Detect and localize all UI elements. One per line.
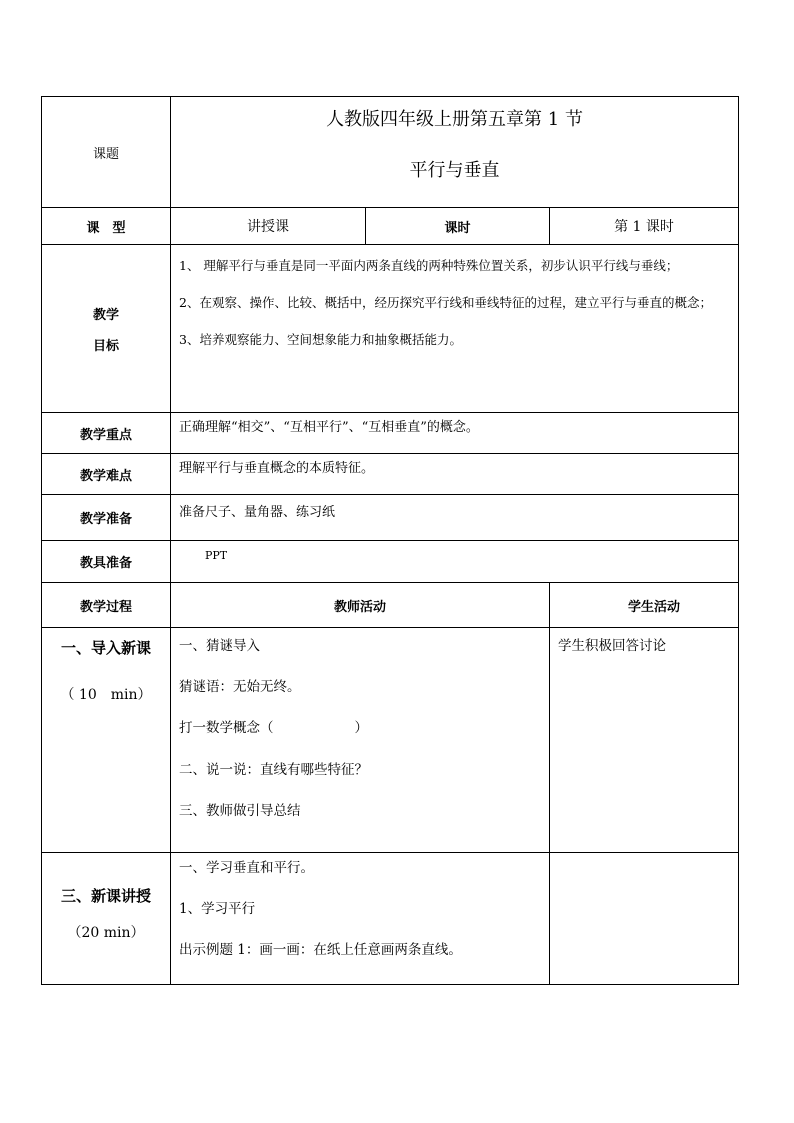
student-activity-text bbox=[550, 853, 738, 865]
section-intro-time: （ 10 min） bbox=[60, 687, 152, 703]
objectives-label-line1: 教学 bbox=[92, 307, 119, 323]
objective-item: 1、 理解平行与垂直是同一平面内两条直线的两种特殊位置关系，初步认识平行线与垂线； bbox=[179, 258, 679, 273]
preparation-value: 准备尺子、量角器、练习纸 bbox=[179, 505, 336, 520]
section-intro-name: 一、导入新课 bbox=[60, 639, 151, 657]
period-label: 课时 bbox=[366, 208, 550, 245]
lesson-subtitle: 平行与垂直 bbox=[409, 160, 500, 181]
teacher-activity-line: 一、猜谜导入 bbox=[179, 638, 260, 654]
process-header-row bbox=[42, 583, 739, 628]
objectives-label-line2: 目标 bbox=[92, 338, 119, 354]
key-point-row bbox=[42, 413, 739, 454]
difficulty-row bbox=[42, 454, 739, 495]
lesson-title: 人教版四年级上册第五章第 1 节 bbox=[326, 109, 583, 130]
student-col-label: 学生活动 bbox=[550, 583, 739, 628]
teacher-activity-line: 打一数学概念（ ） bbox=[179, 720, 368, 737]
student-activity-text: 学生积极回答讨论 bbox=[558, 638, 666, 654]
difficulty-value: 理解平行与垂直概念的本质特征。 bbox=[179, 461, 375, 476]
section-new-lesson-student bbox=[550, 853, 739, 985]
teacher-activity-line: 1、学习平行 bbox=[179, 901, 256, 918]
section-intro-teacher bbox=[171, 628, 550, 853]
section-new-lesson-label bbox=[42, 853, 171, 985]
objectives-label bbox=[42, 245, 171, 413]
section-new-lesson-teacher bbox=[171, 853, 550, 985]
key-point-value: 正确理解“相交”、“互相平行”、“互相垂直”的概念。 bbox=[179, 420, 479, 435]
preparation-cell bbox=[171, 495, 739, 541]
preparation-row bbox=[42, 495, 739, 541]
objectives-row bbox=[42, 245, 739, 413]
section-new-lesson-name: 三、新课讲授 bbox=[60, 887, 151, 905]
objective-item: 2、在观察、操作、比较、概括中，经历探究平行线和垂线特征的过程，建立平行与垂直的概念； bbox=[179, 294, 712, 310]
section-intro-label bbox=[42, 628, 171, 853]
section-new-lesson-row bbox=[42, 853, 739, 985]
teaching-aids-value: PPT bbox=[205, 549, 228, 562]
teacher-activity-line: 猜谜语：无始无终。 bbox=[179, 679, 301, 696]
course-type-row bbox=[42, 208, 739, 245]
difficulty-cell bbox=[171, 454, 739, 495]
process-col-label: 教学过程 bbox=[42, 583, 171, 628]
section-intro-student bbox=[550, 628, 739, 853]
topic-cell bbox=[171, 97, 739, 208]
teacher-activity-line: 二、说一说：直线有哪些特征？ bbox=[179, 761, 368, 778]
period-value: 第 1 课时 bbox=[550, 208, 739, 245]
lesson-plan-table bbox=[41, 96, 739, 985]
section-intro-row bbox=[42, 628, 739, 853]
key-point-cell bbox=[171, 413, 739, 454]
teaching-aids-cell bbox=[171, 541, 739, 583]
teacher-activity-line: 一、学习垂直和平行。 bbox=[179, 860, 314, 876]
key-point-label: 教学重点 bbox=[42, 413, 171, 454]
teacher-col-label: 教师活动 bbox=[171, 583, 550, 628]
difficulty-label: 教学难点 bbox=[42, 454, 171, 495]
course-type-label: 课 型 bbox=[42, 208, 171, 245]
teacher-activity-line: 三、教师做引导总结 bbox=[179, 802, 301, 819]
teaching-aids-label: 教具准备 bbox=[42, 541, 171, 583]
topic-label: 课题 bbox=[42, 97, 171, 208]
course-type-value: 讲授课 bbox=[171, 208, 366, 245]
title-row bbox=[42, 97, 739, 208]
teaching-aids-row bbox=[42, 541, 739, 583]
objective-item: 3、培养观察能力、空间想象能力和抽象概括能力。 bbox=[179, 331, 462, 347]
section-new-lesson-time: （20 min） bbox=[67, 925, 145, 941]
objectives-cell bbox=[171, 245, 739, 413]
preparation-label: 教学准备 bbox=[42, 495, 171, 541]
teacher-activity-line: 出示例题 1：画一画：在纸上任意画两条直线。 bbox=[179, 942, 462, 959]
